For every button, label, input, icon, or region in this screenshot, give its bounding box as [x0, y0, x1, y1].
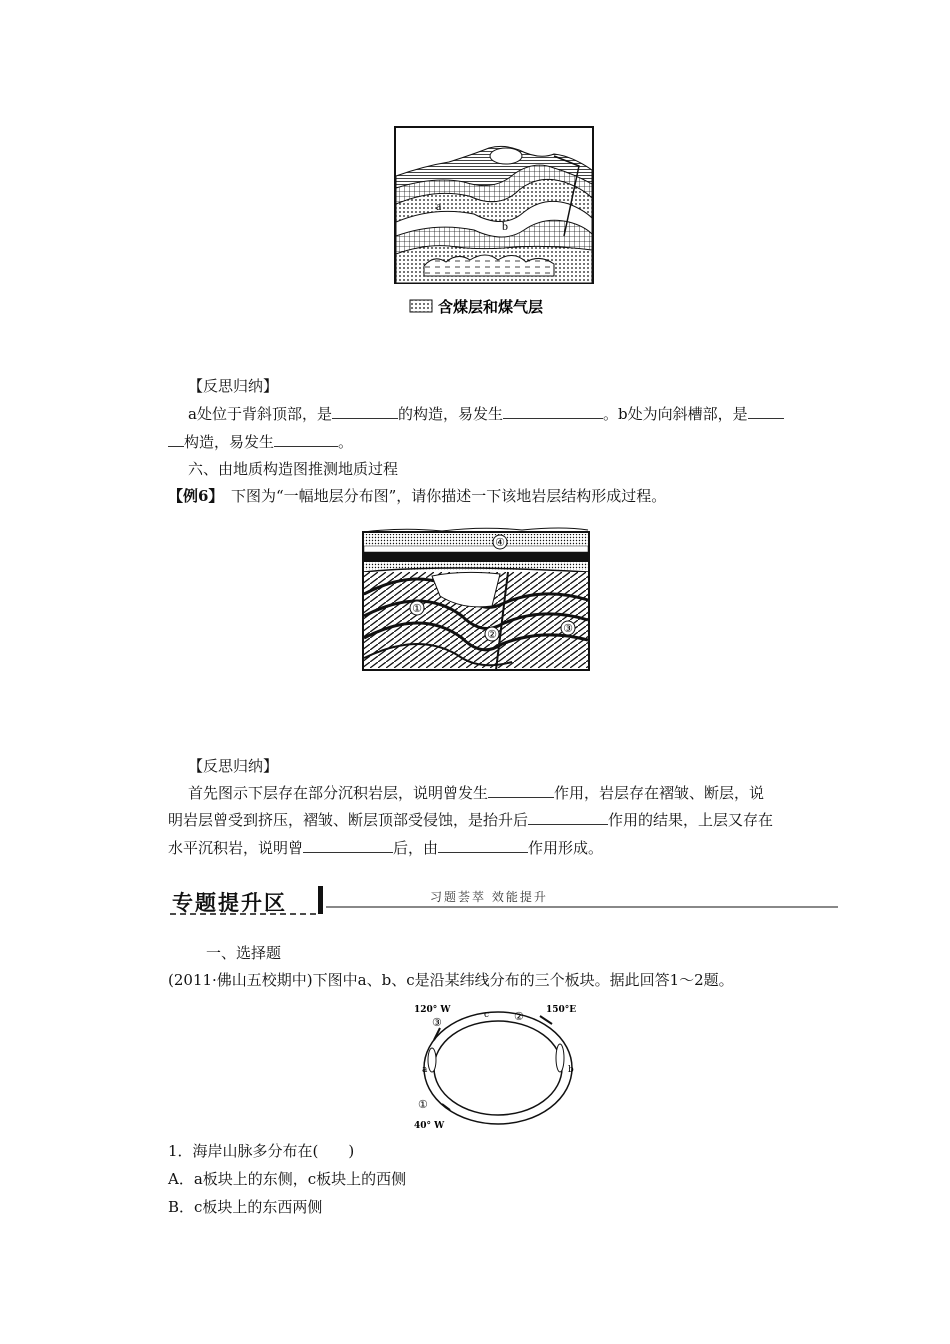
- plate-a: a: [422, 1065, 428, 1075]
- example6: 【例6】 下图为“一幅地层分布图”，请你描述一下该地岩层结构形成过程。: [168, 487, 667, 505]
- blank-2-4[interactable]: [438, 838, 528, 853]
- reflection1-line2: 构造，易发生 。: [168, 432, 353, 452]
- plate-b: b: [568, 1065, 574, 1075]
- legend-swatch: [410, 300, 432, 312]
- blank-1-1[interactable]: [332, 404, 398, 419]
- blank-1-3b[interactable]: [168, 432, 184, 447]
- blank-1-3[interactable]: [748, 404, 784, 419]
- reflection-heading-2: 【反思归纳】: [188, 757, 279, 775]
- exercise-section-title: 一、选择题: [206, 944, 282, 962]
- stratum-distribution-figure: [362, 524, 590, 672]
- plate-marker-1: ①: [418, 1098, 428, 1111]
- blank-2-1[interactable]: [488, 783, 554, 798]
- fold-diagram: [394, 126, 594, 322]
- marker-2: ②: [487, 628, 497, 641]
- fold-cross-section-figure: [394, 126, 594, 322]
- reflection-heading-1: 【反思归纳】: [188, 377, 279, 395]
- plates-diagram: [410, 998, 582, 1132]
- blank-2-3[interactable]: [303, 838, 393, 853]
- stratum-diagram: [362, 524, 590, 672]
- exercise-intro: (2011·佛山五校期中)下图中a、b、c是沿某纬线分布的三个板块。据此回答1～2题。: [168, 971, 734, 989]
- fig1-legend: 含煤层和煤气层: [438, 298, 544, 316]
- reflection2-line2: 明岩层曾受到挤压，褶皱、断层顶部受侵蚀，是抬升后 作用的结果，上层又存在: [168, 811, 774, 829]
- blank-1-4[interactable]: [274, 432, 338, 447]
- plates-figure: [410, 998, 582, 1132]
- question-1: 1．海岸山脉多分布在( ): [168, 1142, 355, 1160]
- section6-title: 六、由地质构造图推测地质过程: [188, 460, 399, 478]
- label-a: a: [436, 199, 442, 213]
- reflection2-line1: 首先图示下层存在部分沉积岩层，说明曾发生 作用，岩层存在褶皱、断层，说: [188, 784, 765, 802]
- reflection1-line1: a处位于背斜顶部，是 的构造，易发生 。b处为向斜槽部，是: [188, 404, 784, 424]
- marker-1: ①: [412, 602, 422, 615]
- marker-3: ③: [563, 622, 573, 635]
- banner-title: 专题提升区: [172, 891, 287, 915]
- reflection2-line3: 水平沉积岩，说明曾 后，由 作用形成。: [168, 839, 604, 857]
- plate-marker-3: ③: [432, 1016, 442, 1029]
- blank-2-2[interactable]: [528, 810, 608, 825]
- option-b[interactable]: B．c板块上的东西两侧: [168, 1198, 323, 1216]
- banner-subtitle: 习题荟萃 效能提升: [430, 890, 548, 904]
- option-a[interactable]: A．a板块上的东侧，c板块上的西侧: [168, 1170, 407, 1188]
- lon-150e: 150°E: [546, 1005, 577, 1015]
- plate-c: c: [484, 1010, 490, 1020]
- label-b: b: [502, 219, 508, 233]
- blank-1-2[interactable]: [503, 404, 603, 419]
- lon-40w: 40° W: [414, 1121, 445, 1131]
- plate-marker-2: ②: [514, 1010, 524, 1023]
- marker-4: ④: [495, 536, 505, 549]
- lon-120w: 120° W: [414, 1005, 451, 1015]
